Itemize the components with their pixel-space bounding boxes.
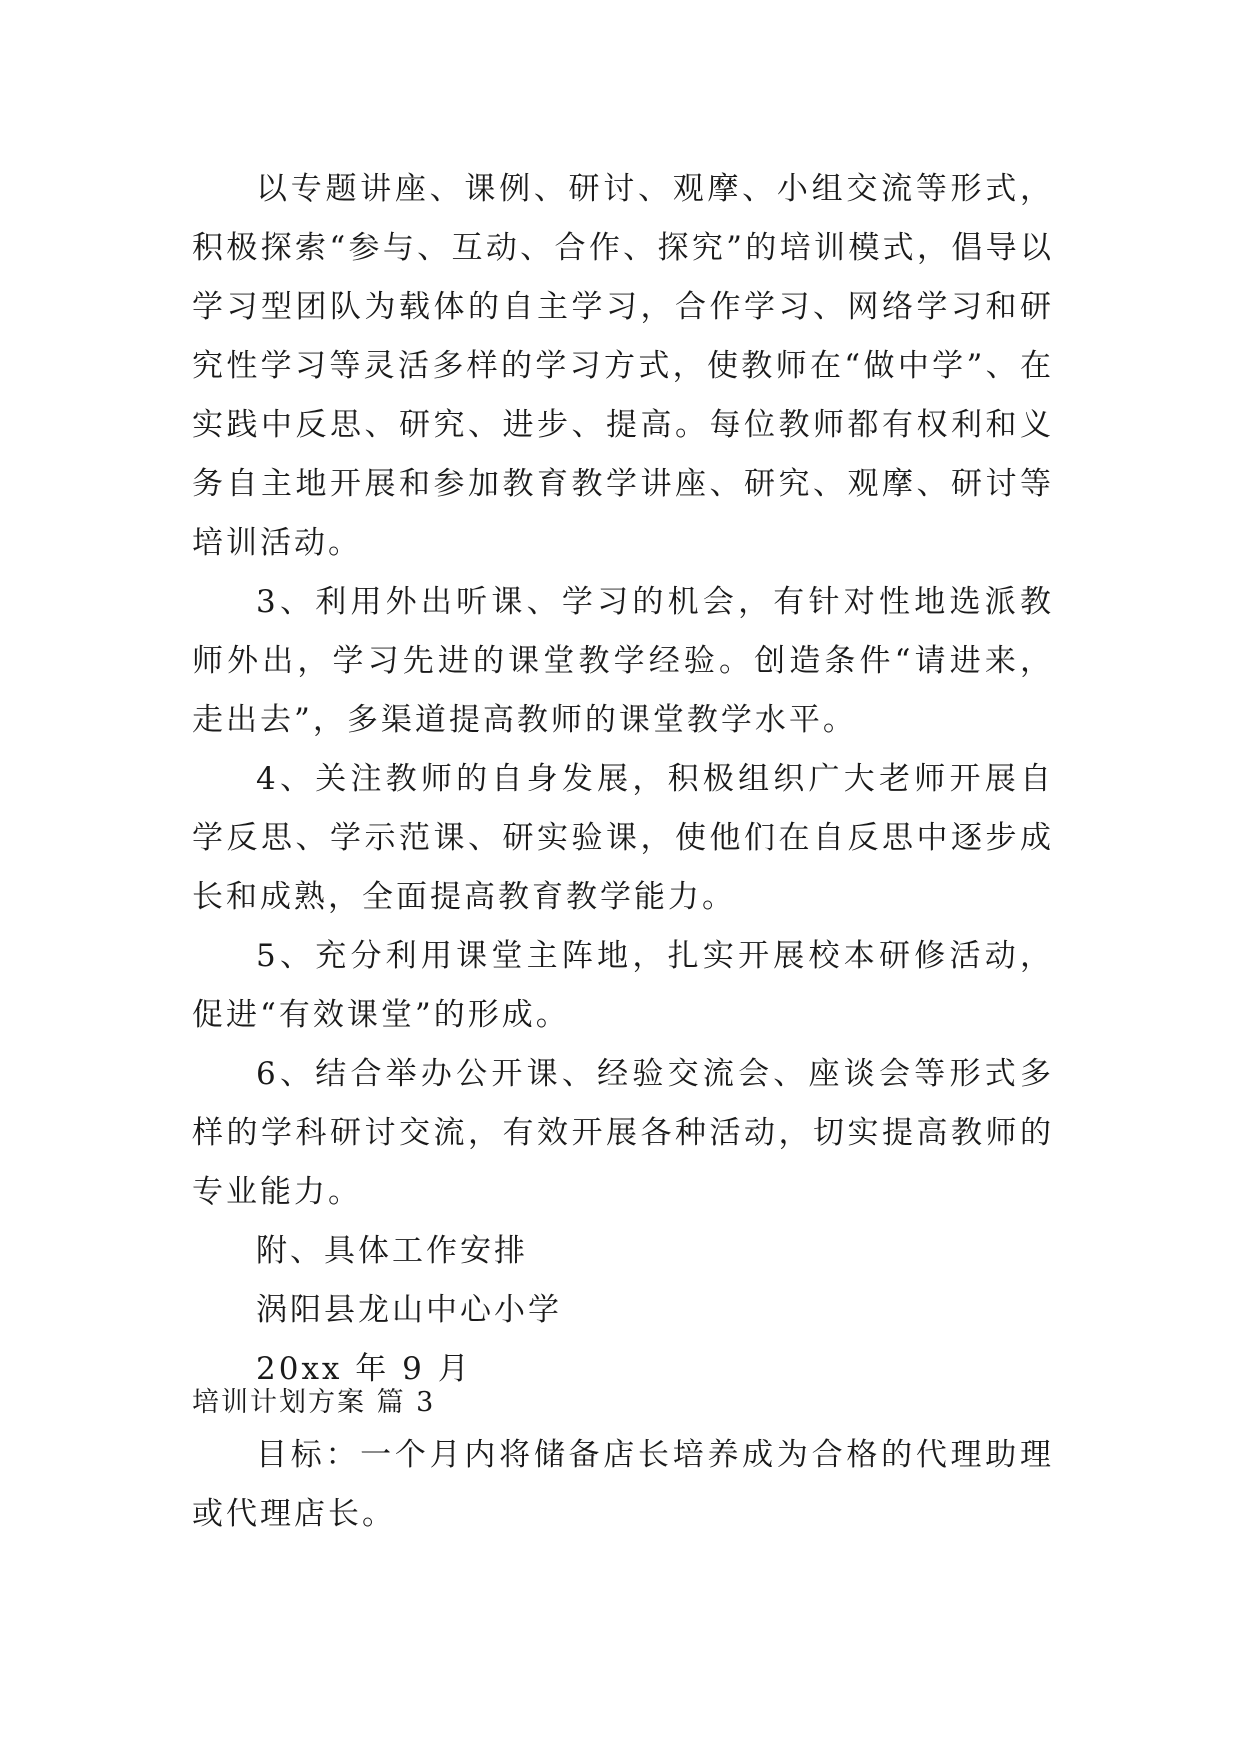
appendix-line: 附、具体工作安排 — [256, 1233, 528, 1269]
paragraph-item-6: 6、结合举办公开课、经验交流会、座谈会等形式多样的学科研讨交流，有效开展各种活动，切实提高教师的专业能力。 — [192, 1056, 1054, 1210]
document-body — [192, 160, 1054, 1399]
document-date: 20xx 年 9 月 — [256, 1351, 472, 1387]
paragraph-item-3: 3、利用外出听课、学习的机会，有针对性地选派教师外出，学习先进的课堂教学经验。创造条件“请进来，走出去”，多渠道提高教师的课堂教学水平。 — [192, 584, 1054, 738]
school-name: 涡阳县龙山中心小学 — [256, 1292, 562, 1328]
paragraph-training-methods: 以专题讲座、课例、研讨、观摩、小组交流等形式，积极探索“参与、互动、合作、探究”的培训模式，倡导以学习型团队为载体的自主学习，合作学习、网络学习和研究性学习等灵活多样的学习方式，使教师在“做中学”、在实践中反思、研究、进步、提高。每位教师都有权利和义务自主地开展和参加教育教学讲座、研究、观摩、研讨等培训活动。 — [192, 171, 1054, 561]
section-title: 培训计划方案 篇 3 — [192, 1387, 436, 1418]
paragraph-item-5: 5、充分利用课堂主阵地，扎实开展校本研修活动，促进“有效课堂”的形成。 — [192, 938, 1054, 1033]
paragraph-item-4: 4、关注教师的自身发展，积极组织广大老师开展自学反思、学示范课、研实验课，使他们在自反思中逐步成长和成熟，全面提高教育教学能力。 — [192, 761, 1054, 915]
goal-paragraph: 目标：一个月内将储备店长培养成为合格的代理助理或代理店长。 — [192, 1437, 1054, 1532]
section-body — [192, 1426, 1054, 1544]
